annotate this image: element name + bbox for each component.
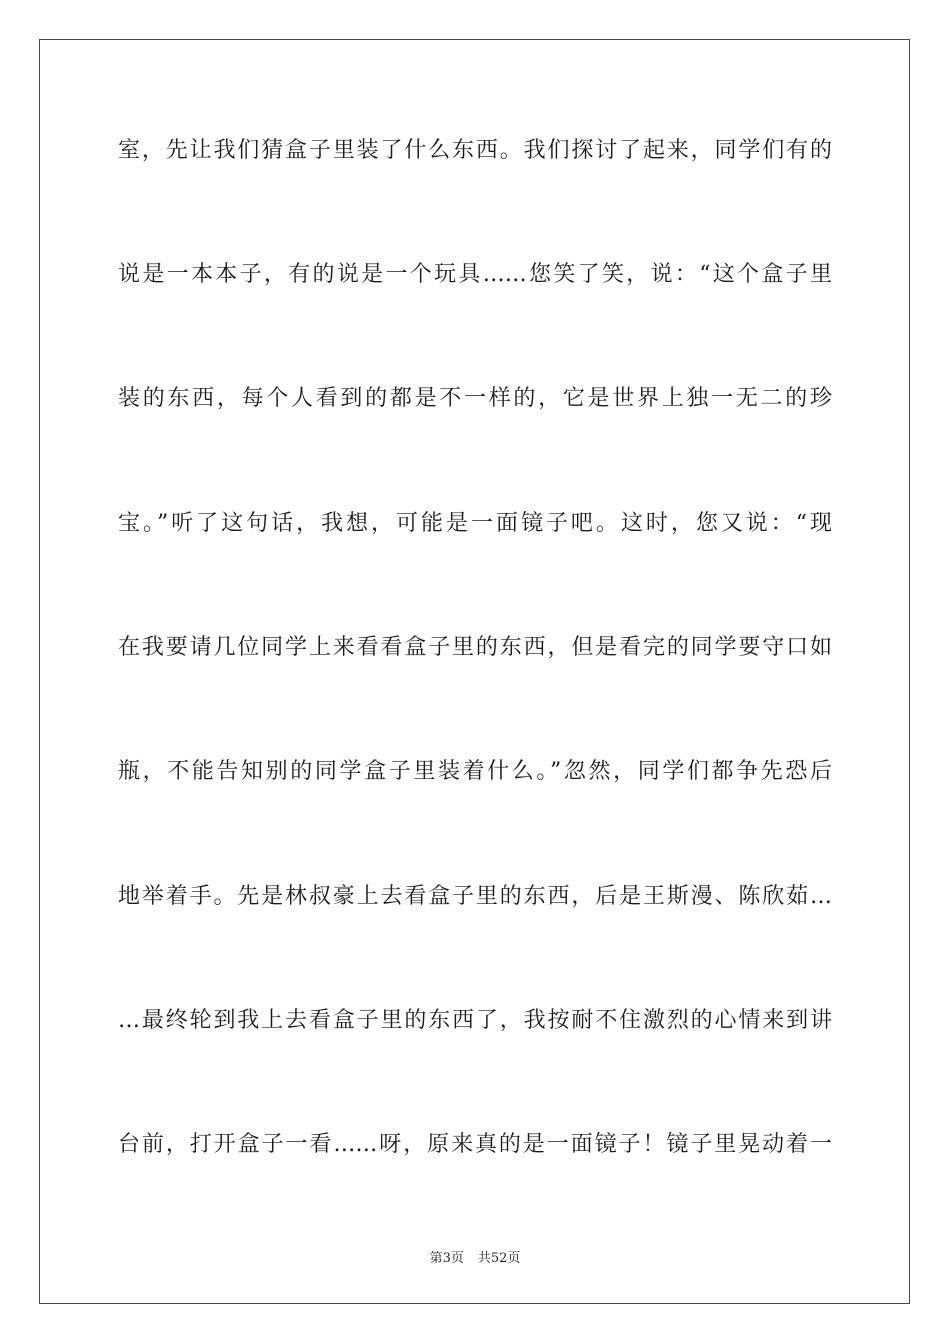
paragraph-line: 台前，打开盒子一看……呀，原来真的是一面镜子！镜子里晃动着一 xyxy=(118,1132,832,1157)
paragraph-line: 瓶，不能告知别的同学盒子里装着什么。”忽然，同学们都争先恐后 xyxy=(118,759,832,784)
page-footer xyxy=(0,1249,950,1269)
paragraph-line: 宝。”听了这句话，我想，可能是一面镜子吧。这时，您又说：“现 xyxy=(118,511,832,536)
page-border xyxy=(39,39,910,1304)
paragraph-line: 装的东西，每个人看到的都是不一样的，它是世界上独一无二的珍 xyxy=(118,386,832,411)
page-number: 第3页 xyxy=(429,1251,464,1266)
paragraph-line: 地举着手。先是林叔豪上去看盒子里的东西，后是王斯漫、陈欣茹… xyxy=(118,884,832,909)
page-total: 共52页 xyxy=(477,1251,521,1266)
paragraph-line: 室，先让我们猜盒子里装了什么东西。我们探讨了起来，同学们有的 xyxy=(118,138,832,163)
paragraph-line: 在我要请几位同学上来看看盒子里的东西，但是看完的同学要守口如 xyxy=(118,635,832,660)
paragraph-line: 说是一本本子，有的说是一个玩具……您笑了笑，说：“这个盒子里 xyxy=(118,262,832,287)
paragraph-line: …最终轮到我上去看盒子里的东西了，我按耐不住激烈的心情来到讲 xyxy=(118,1008,832,1033)
